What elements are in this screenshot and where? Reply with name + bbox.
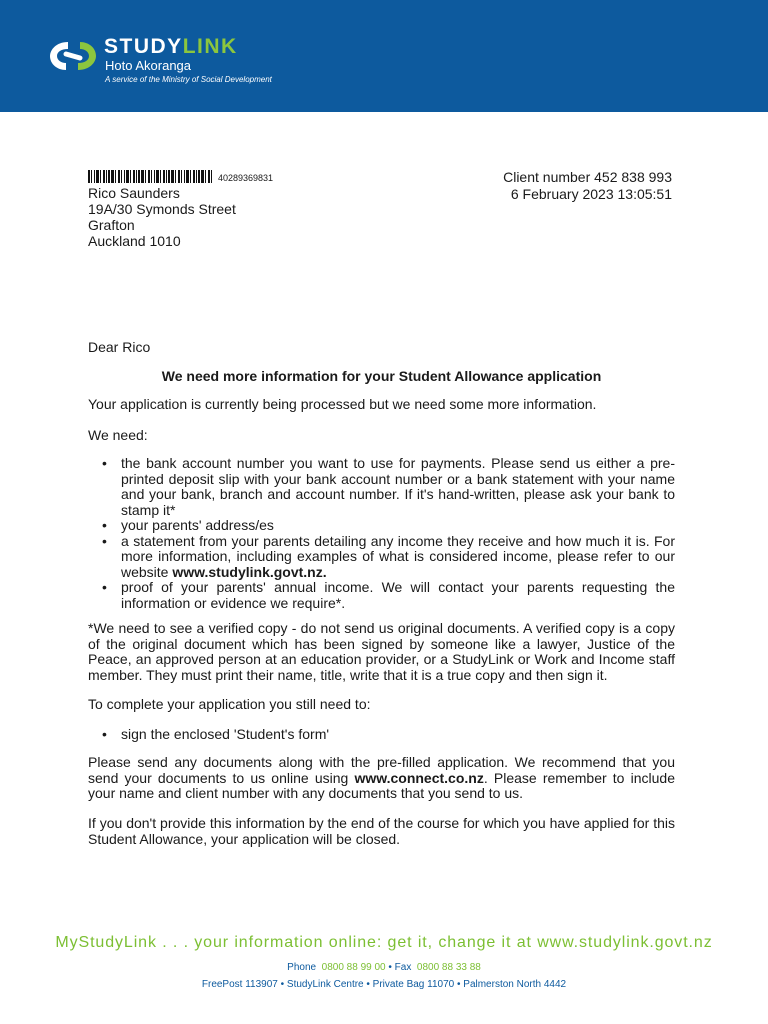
list-item: • your parents' address/es (102, 517, 274, 533)
barcode-bar (196, 170, 197, 183)
connect-website-link: www.connect.co.nz (354, 769, 484, 786)
address-line-1: 19A/30 Symonds Street (88, 201, 236, 217)
barcode-bar (121, 170, 122, 183)
barcode-bar (181, 170, 182, 183)
barcode-bar (133, 170, 135, 183)
barcode-bar (184, 170, 185, 183)
barcode-bar (175, 170, 176, 183)
barcode-bar (148, 170, 150, 183)
we-need-label: We need: (88, 427, 148, 443)
fax-number: 0800 88 33 88 (416, 962, 481, 973)
barcode-bar (91, 170, 92, 183)
barcode-bar (138, 170, 140, 183)
barcode-bar (88, 170, 90, 183)
to-complete-label: To complete your application you still need to: (88, 696, 371, 712)
barcode-bar (145, 170, 146, 183)
barcode-bar (151, 170, 152, 183)
barcode-bar (141, 170, 144, 183)
barcode-bar (94, 170, 95, 183)
letter-date: 6 February 2023 13:05:51 (510, 186, 672, 202)
bullet-icon: • (102, 455, 107, 471)
barcode-bar (193, 170, 195, 183)
phone-number: 0800 88 99 00 (321, 962, 386, 973)
barcode-bar (111, 170, 114, 183)
barcode-bar (160, 170, 161, 183)
barcode-bar (156, 170, 159, 183)
barcode-bar (130, 170, 131, 183)
brand-service-line: A service of the Ministry of Social Development (105, 75, 272, 84)
barcode-bar (171, 170, 174, 183)
barcode-bar (198, 170, 200, 183)
barcode-bar (168, 170, 170, 183)
client-meta (503, 169, 672, 203)
send-documents-paragraph: Please send any documents along with the pre-filled application. We recommend that you send your documents to us online using www.connect.co.nz. Please remember to include your name and client number with any documents that you send to us. (88, 754, 675, 801)
barcode-bar (190, 170, 191, 183)
client-number: Client number 452 838 993 (503, 169, 672, 185)
barcode-image (88, 170, 216, 183)
barcode-bar (205, 170, 206, 183)
barcode-row (88, 170, 273, 183)
list-item: • proof of your parents' annual income. We will contact your parents requesting the information or evidence we require*. (102, 579, 675, 611)
barcode-bar (154, 170, 155, 183)
address-line-2: Grafton (88, 217, 135, 233)
barcode-bar (103, 170, 105, 183)
studylink-logo-icon (48, 38, 98, 74)
header-banner (0, 0, 768, 112)
bullet-icon: • (102, 579, 107, 595)
complete-list (88, 727, 675, 743)
letter-heading: We need more information for your Student Allowance application (161, 368, 602, 384)
intro-paragraph: Your application is currently being processed but we need some more information. (88, 396, 597, 412)
barcode-bar (115, 170, 116, 183)
barcode-bar (126, 170, 129, 183)
brand-subtitle: Hoto Akoranga (105, 58, 192, 73)
footer-contact: Phone 0800 88 99 00 • Fax 0800 88 33 88 (287, 962, 481, 973)
barcode-bar (118, 170, 120, 183)
recipient-name: Rico Saunders (88, 185, 180, 201)
list-item: • a statement from your parents detailing any income they receive and how much it is. For more information, including examples of what is considered income, please refer to our website www.studylink.govt.nz. (102, 532, 675, 580)
barcode-bar (178, 170, 180, 183)
barcode-bar (100, 170, 101, 183)
barcode-number: 40289369831 (218, 173, 274, 183)
recipient-address (88, 185, 236, 249)
barcode-bar (166, 170, 167, 183)
bullet-icon: • (102, 726, 107, 742)
barcode-bar (211, 170, 212, 183)
bullet-icon: • (102, 517, 107, 533)
brand-name: STUDYLINK (104, 35, 238, 58)
footer-tagline: MyStudyLink . . . your information online: get it, change it at www.studylink.govt.nz (55, 934, 713, 951)
barcode-bar (201, 170, 204, 183)
list-item: • the bank account number you want to use for payments. Please send us either a pre-printed deposit slip with your bank account number or a bank statement with your name and your bank, branch and account number. If it's hand-written, please ask your bank to stamp it* (102, 455, 675, 518)
barcode-bar (208, 170, 210, 183)
footer-postal-address: FreePost 113907 • StudyLink Centre • Private Bag 11070 • Palmerston North 4442 (201, 979, 567, 990)
barcode-bar (136, 170, 137, 183)
studylink-website-link: www.studylink.govt.nz. (172, 563, 327, 580)
bullet-icon: • (102, 532, 107, 549)
barcode-bar (163, 170, 165, 183)
salutation: Dear Rico (88, 339, 151, 355)
barcode-bar (186, 170, 189, 183)
verified-copy-note: *We need to see a verified copy - do not send us original documents. A verified copy is a copy of the original document which has been signed by someone like a lawyer, Justice of the Peace, an approved person at an education provider, or a StudyLink or Work and Income staff member. They must print their name, title, write that it is a true copy and then sign it. (88, 620, 675, 683)
barcode-bar (108, 170, 110, 183)
barcode-bar (124, 170, 125, 183)
barcode-bar (106, 170, 107, 183)
list-item: • sign the enclosed 'Student's form' (102, 726, 330, 742)
barcode-bar (96, 170, 99, 183)
closing-paragraph: If you don't provide this information by the end of the course for which you have applied for this Student Allowance, your application will be closed. (88, 815, 675, 847)
requirements-list (88, 456, 675, 611)
address-line-3: Auckland 1010 (88, 233, 181, 249)
